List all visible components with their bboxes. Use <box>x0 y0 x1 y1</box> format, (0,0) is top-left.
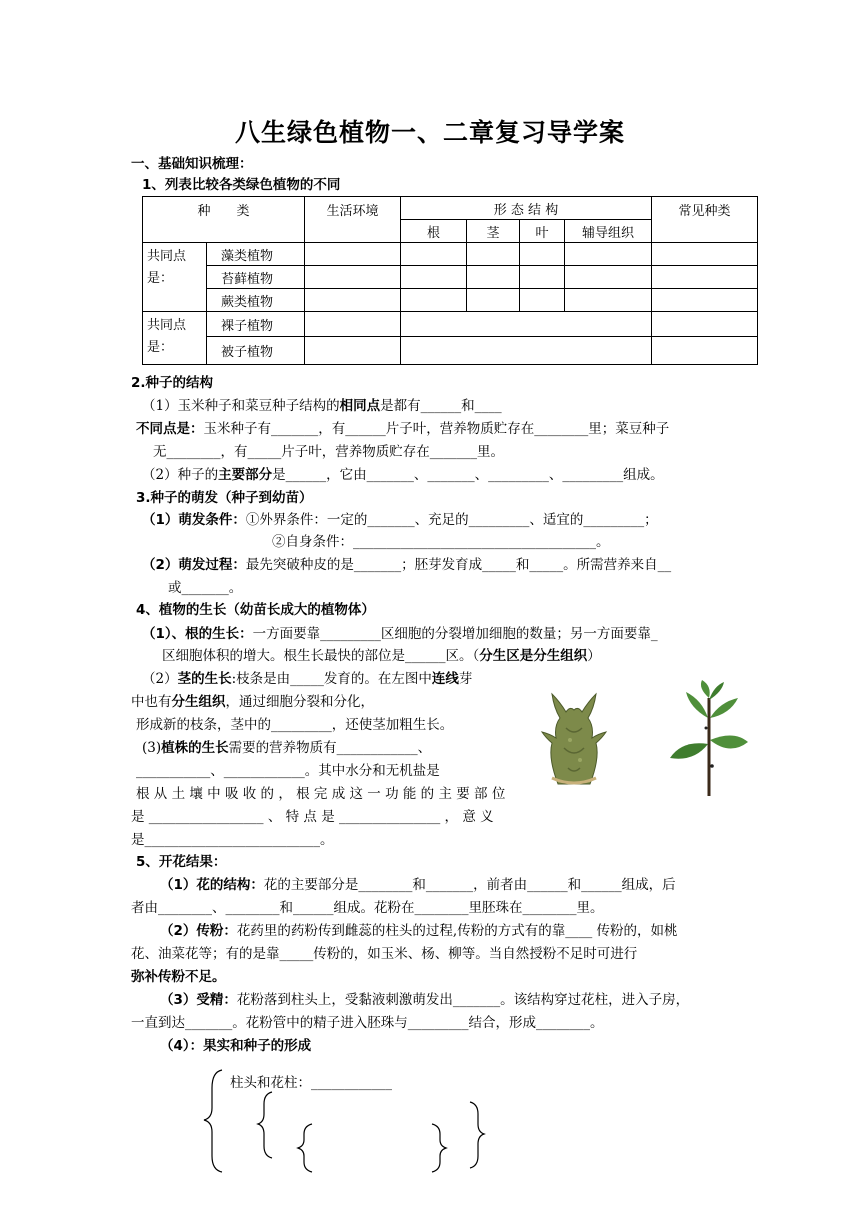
text-line: （2）茎的生长:枝条是由_____发育的。在左图中连线芽 <box>142 671 473 687</box>
text-line: 花、油菜花等；有的是靠_____传粉的，如玉米、杨、柳等。当自然授粉不足时可进行 <box>131 946 638 962</box>
table-caption: 1、列表比较各类绿色植物的不同 <box>142 177 341 193</box>
text-line: 区细胞体积的增大。根生长最快的部位是______区。（分生区是分生组织） <box>162 648 601 664</box>
row-label: 苔藓植物 <box>207 266 305 289</box>
text-line: 是 _________________ 、 特 点 是 _______________ ， 意 义 <box>131 809 494 825</box>
page-title: 八生绿色植物一、二章复习导学案 <box>234 118 625 147</box>
heading-flowering: 5、开花结果： <box>136 854 227 870</box>
header-environment: 生活环境 <box>305 197 401 243</box>
text-line: （1）、根的生长：一方面要靠_________区细胞的分裂增加细胞的数量；另一方面要靠_ <box>142 626 658 642</box>
text-line: 中也有分生组织，通过细胞分裂和分化， <box>131 694 374 710</box>
group-label: 共同点是： <box>143 312 207 365</box>
header-kind: 种 类 <box>143 197 305 243</box>
bud-illustration <box>538 688 610 788</box>
text-line: （1）萌发条件：①外界条件：一定的_______、充足的_________、适宜的_________； <box>142 512 658 528</box>
row-label: 藻类植物 <box>207 243 305 266</box>
text-line: （2）萌发过程：最先突破种皮的是_______；胚芽发育成_____和_____。所需营养来自__ <box>142 557 672 573</box>
text-line: （2）种子的主要部分是______，它由_______、_______、_________、_________组成。 <box>142 467 664 483</box>
heading-growth: 4、植物的生长（幼苗长成大的植物体） <box>136 602 375 618</box>
brace-diagram <box>200 1066 500 1176</box>
header-stem: 茎 <box>467 220 520 243</box>
text-line: 无________，有_____片子叶，营养物质贮存在_______里。 <box>153 444 504 460</box>
text-line: 不同点是：玉米种子有_______，有______片子叶，营养物质贮存在________里；菜豆种子 <box>136 421 670 437</box>
heading-germination: 3.种子的萌发（种子到幼苗） <box>136 490 313 506</box>
text-line: 根 从 土 壤 中 吸 收 的 ， 根 完 成 这 一 功 能 的 主 要 部 位 <box>136 786 506 802</box>
text-line: 形成新的枝条，茎中的_________，还使茎加粗生长。 <box>136 717 454 733</box>
diagram-label: 柱头和花柱：____________ <box>230 1075 392 1091</box>
heading-seed-structure: 2.种子的结构 <box>131 375 214 391</box>
text-line: 者由________、________和______组成。花粉在________里胚珠在________里。 <box>131 900 604 916</box>
header-morphology: 形 态 结 构 <box>401 197 652 220</box>
text-line: 一直到达_______。花粉管中的精子进入胚珠与_________结合，形成________。 <box>131 1015 604 1031</box>
text-line: 或_______。 <box>168 580 243 596</box>
text-line: 弥补传粉不足。 <box>131 969 226 985</box>
row-label: 被子植物 <box>207 337 305 365</box>
row-label: 蕨类植物 <box>207 289 305 312</box>
shoot-illustration <box>668 678 750 796</box>
text-line: ②自身条件：____________________________________。 <box>272 534 610 550</box>
text-line: （3）受精：花粉落到柱头上，受黏液刺激萌发出_______。该结构穿过花柱，进入子房， <box>160 992 690 1008</box>
heading-fruit-formation: （4）：果实和种子的形成 <box>160 1038 312 1054</box>
header-common-species: 常见种类 <box>652 197 758 243</box>
text-line: （1）花的结构：花的主要部分是________和_______，前者由______和______组成，后 <box>160 877 676 893</box>
plant-comparison-table <box>142 196 758 365</box>
text-line: （2）传粉：花药里的药粉传到雌蕊的柱头的过程,传粉的方式有的靠____ 传粉的，如桃 <box>160 923 678 939</box>
text-line: ___________、____________。其中水分和无机盐是 <box>136 763 440 779</box>
text-line: (3)植株的生长需要的营养物质有____________、 <box>142 740 432 756</box>
group-label: 共同点是： <box>143 243 207 312</box>
row-label: 裸子植物 <box>207 312 305 337</box>
header-support-tissue: 辅导组织 <box>565 220 652 243</box>
header-leaf: 叶 <box>520 220 565 243</box>
header-root: 根 <box>401 220 467 243</box>
text-line: 是__________________________。 <box>131 832 334 848</box>
section-heading: 一、基础知识梳理： <box>131 156 253 172</box>
text-line: （1）玉米种子和菜豆种子结构的相同点是都有______和____ <box>142 398 502 414</box>
